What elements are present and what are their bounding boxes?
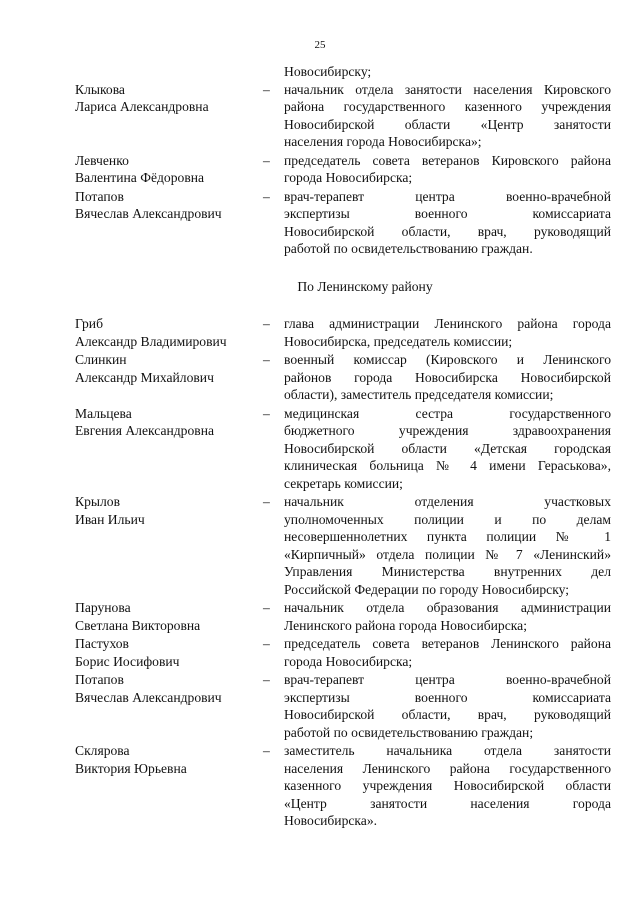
member-entry [75,405,615,493]
position-line: медицинская сестра государственного [284,405,611,421]
dash-separator: – [263,81,270,97]
continuation-line: Новосибирску; [284,64,372,79]
member-entry [75,188,615,258]
page-number: 25 [314,39,326,51]
member-position [284,405,611,493]
document-body [75,63,615,831]
member-entry [75,493,615,598]
member-surname: Клыкова [75,81,125,97]
commission-list-leninsky [75,315,615,830]
position-line: населения Ленинского района государственного [284,760,611,776]
member-position [284,188,611,258]
member-position [284,493,611,598]
member-given-names: Виктория Юрьевна [75,760,187,776]
member-given-names: Вячеслав Александрович [75,689,222,705]
member-entry [75,351,615,404]
member-name [75,315,260,350]
position-line: экспертизы военного комиссариата [284,206,611,221]
member-surname: Слинкин [75,352,127,367]
position-line: района государственного казенного учреждения [284,99,611,114]
position-line: «Кирпичный» отдела полиции № 7 «Ленинский» [284,546,611,562]
dash-separator: – [263,188,270,204]
member-entry [75,315,615,350]
member-surname: Левченко [75,152,129,168]
member-name [75,635,260,670]
member-given-names: Лариса Александровна [75,99,209,114]
dash-separator: – [263,743,270,758]
position-line: уполномоченных полиции и по делам [284,511,611,527]
position-line: Новосибирской области, врач, руководящий [284,707,611,722]
member-position [284,671,611,741]
member-entry [75,599,615,634]
member-surname: Мальцева [75,405,132,421]
member-given-names: Валентина Фёдоровна [75,170,205,185]
dash-separator: – [263,494,270,509]
member-surname: Парунова [75,600,131,615]
member-surname: Потапов [75,188,124,204]
position-line: районов города Новосибирска Новосибирской [284,369,611,385]
position-line: Новосибирской области «Детская городская [284,440,611,456]
member-surname: Потапов [75,672,124,687]
position-line: председатель совета ветеранов Кировского района [284,152,611,168]
member-entry [75,81,615,151]
section-heading: По Ленинскому району [297,278,433,294]
commission-list-kirovsky [75,81,615,258]
member-name [75,81,260,116]
position-line: начальник отдела занятости населения Кировского [284,81,611,97]
position-line: начальник отделения участковых [284,494,611,509]
dash-separator: – [263,600,270,615]
position-line: Ленинского района города Новосибирска; [284,617,527,633]
member-surname: Гриб [75,316,103,331]
member-given-names: Евгения Александровна [75,423,214,438]
position-line: города Новосибирска; [284,653,413,669]
position-line: клиническая больница № 4 имени Гераськова», [284,458,611,473]
position-line: экспертизы военного комиссариата [284,689,611,705]
member-position [284,599,611,634]
member-given-names: Александр Михайлович [75,369,214,385]
dash-separator: – [263,352,270,367]
dash-separator: – [263,672,270,687]
member-given-names: Иван Ильич [75,511,145,527]
member-entry [75,671,615,741]
position-line: глава администрации Ленинского района города [284,316,611,331]
position-line: военный комиссар (Кировского и Ленинского [284,352,611,367]
member-position [284,81,611,151]
continuation-text [284,63,611,81]
member-given-names: Александр Владимирович [75,333,227,349]
position-line: Новосибирской области, врач, руководящий [284,223,611,239]
member-name [75,405,260,440]
position-line: работой по освидетельствованию граждан; [284,724,534,740]
position-line: Управления Министерства внутренних дел [284,564,611,579]
position-line: населения города Новосибирска»; [284,134,482,149]
position-line: врач-терапевт центра военно-врачебной [284,188,611,204]
member-entry [75,152,615,187]
position-line: Новосибирска, председатель комиссии; [284,333,513,349]
dash-separator: – [263,316,270,331]
member-entry [75,635,615,670]
position-line: Новосибирска». [284,813,378,828]
position-line: работой по освидетельствованию граждан. [284,241,533,256]
member-position [284,635,611,670]
member-given-names: Борис Иосифович [75,653,180,669]
position-line: Новосибирской области «Центр занятости [284,116,611,132]
member-name [75,188,260,223]
position-line: бюджетного учреждения здравоохранения [284,423,611,438]
position-line: председатель совета ветеранов Ленинского района [284,636,611,651]
member-surname: Склярова [75,743,130,758]
member-entry [75,742,615,830]
member-name [75,742,260,777]
position-line: начальник отдела образования администрации [284,600,611,615]
position-line: врач-терапевт центра военно-врачебной [284,672,611,687]
member-position [284,351,611,404]
member-position [284,315,611,350]
member-position [284,152,611,187]
member-name [75,152,260,187]
position-line: области), заместитель председателя комиссии; [284,387,554,402]
member-position [284,742,611,830]
position-line: казенного учреждения Новосибирской области [284,778,611,793]
position-line: города Новосибирска; [284,170,413,185]
dash-separator: – [263,636,270,651]
member-name [75,493,260,528]
member-surname: Крылов [75,494,120,509]
member-surname: Пастухов [75,636,129,651]
member-given-names: Вячеслав Александрович [75,206,222,221]
member-name [75,351,260,386]
position-line: секретарь комиссии; [284,475,403,491]
member-given-names: Светлана Викторовна [75,617,201,633]
dash-separator: – [263,152,270,168]
position-line: заместитель начальника отдела занятости [284,743,611,758]
position-line: несовершеннолетних пункта полиции № 1 [284,529,611,544]
member-name [75,599,260,634]
dash-separator: – [263,405,270,421]
position-line: Российской Федерации по городу Новосибирску; [284,581,570,597]
member-name [75,671,260,706]
position-line: «Центр занятости населения города [284,795,611,811]
